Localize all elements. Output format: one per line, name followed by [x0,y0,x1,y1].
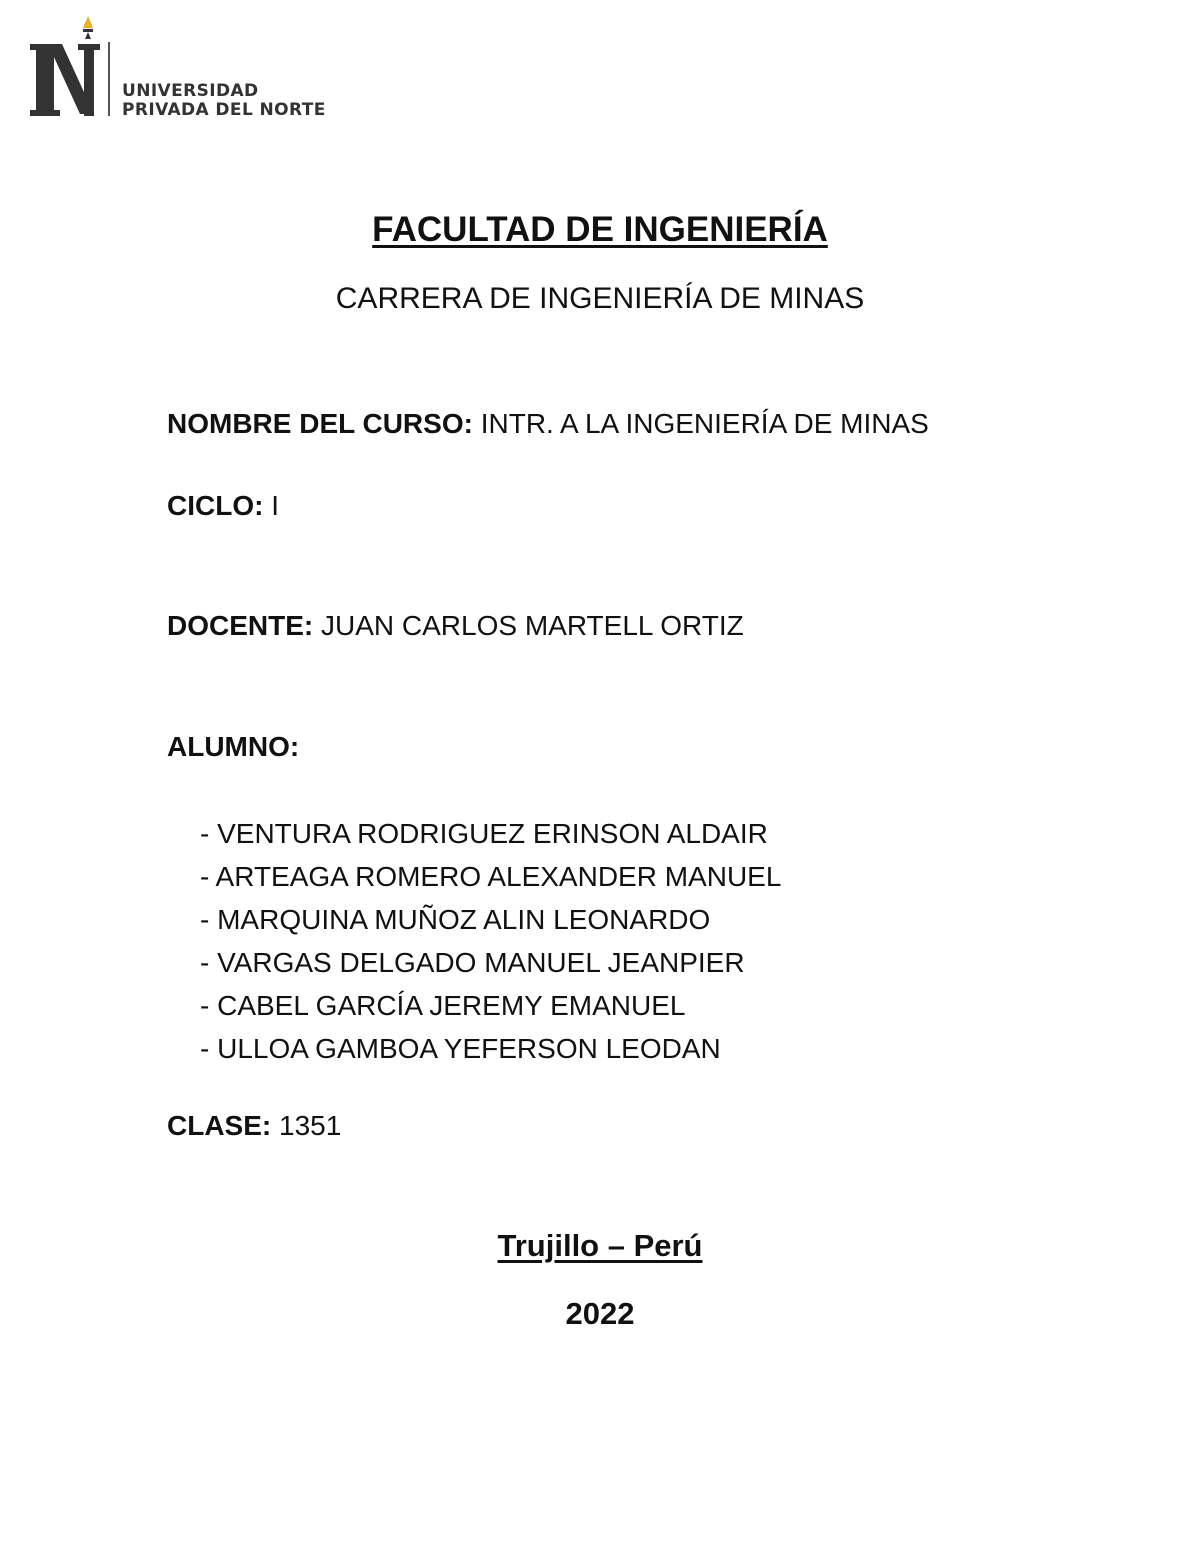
cycle-label: CICLO: [167,490,264,521]
course-field [167,408,929,440]
university-name-line2: PRIVADA DEL NORTE [122,100,326,120]
class-label: CLASE: [167,1110,272,1141]
university-name-line1: UNIVERSIDAD [122,81,259,101]
university-name [122,82,326,120]
class-value: 1351 [279,1110,342,1141]
university-logo [28,14,368,124]
teacher-label: DOCENTE: [167,610,314,641]
course-label: NOMBRE DEL CURSO: [167,408,473,439]
students-label: ALUMNO: [167,731,300,762]
teacher-field [167,610,744,642]
cycle-field [167,490,279,522]
list-item: - CABEL GARCÍA JEREMY EMANUEL [200,990,686,1021]
course-value: INTR. A LA INGENIERÍA DE MINAS [480,408,929,439]
students-field [167,731,299,763]
list-item: - MARQUINA MUÑOZ ALIN LEONARDO [200,904,711,935]
students-list [200,812,781,1070]
list-item: - ARTEAGA ROMERO ALEXANDER MANUEL [200,861,782,892]
upn-n-emblem-icon [28,14,128,124]
city-location: Trujillo – Perú [497,1228,703,1263]
year: 2022 [565,1296,635,1331]
teacher-value: JUAN CARLOS MARTELL ORTIZ [321,610,744,641]
list-item: - ULLOA GAMBOA YEFERSON LEODAN [200,1033,721,1064]
list-item: - VENTURA RODRIGUEZ ERINSON ALDAIR [200,818,768,849]
list-item: - VARGAS DELGADO MANUEL JEANPIER [200,947,745,978]
cycle-value: I [271,490,279,521]
career-subtitle: CARRERA DE INGENIERÍA DE MINAS [335,282,865,315]
class-field [167,1110,341,1142]
faculty-title: FACULTAD DE INGENIERÍA [372,210,828,249]
